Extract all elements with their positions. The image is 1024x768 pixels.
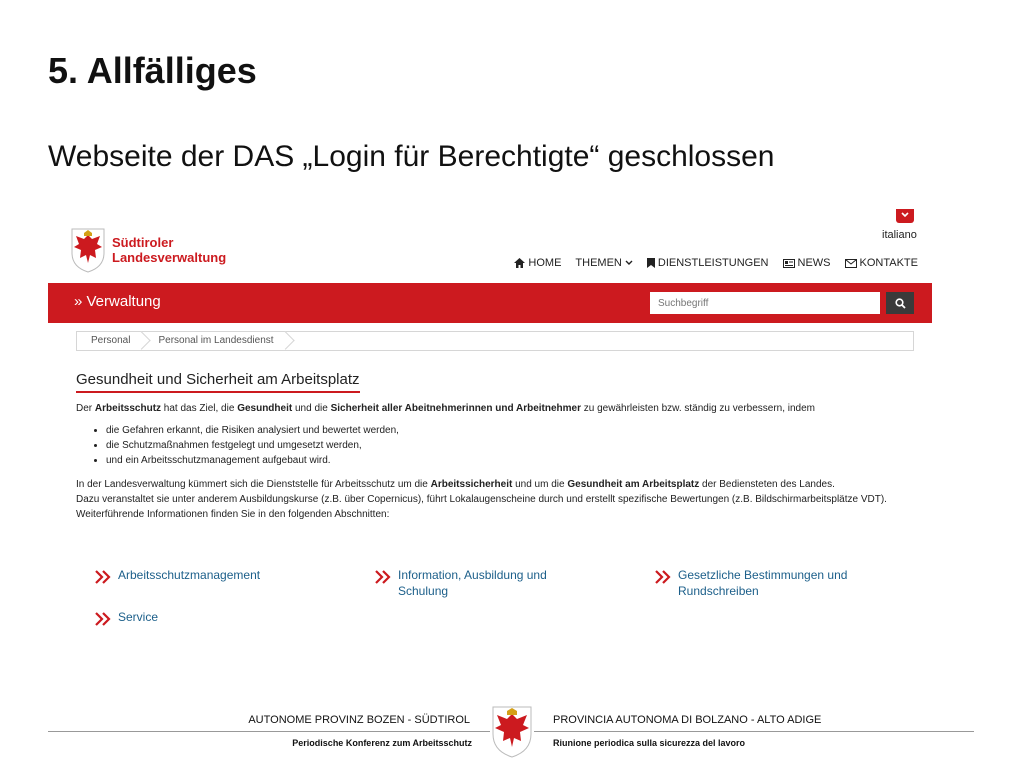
- intro-text-3: und die: [292, 403, 331, 414]
- section-title[interactable]: » Verwaltung: [74, 293, 161, 310]
- list-item: • die Gefahren erkannt, die Risiken analysiert und bewertet werden,: [106, 423, 399, 438]
- site-logo[interactable]: [70, 227, 226, 273]
- detail-bold-2: Gesundheit am Arbeitsplatz: [567, 479, 700, 490]
- home-icon: [514, 258, 525, 268]
- logo-line2: Landesverwaltung: [112, 250, 227, 265]
- website-screenshot: [48, 205, 932, 665]
- detail-text-4: Dazu veranstaltet sie unter anderem Ausbildungskurse (z.B. über Copernicus), führt Lokalaugenscheine durch und erstellt spezifische Bewertungen (z.B. Bildschirmarbeitsplätze VDT). Weiterführende Informationen finden Sie in den folgenden Abschnitten:: [76, 494, 887, 520]
- detail-text-2: und um die: [512, 479, 568, 490]
- nav-home[interactable]: [514, 257, 561, 269]
- intro-text-2: hat das Ziel, die: [161, 403, 238, 414]
- detail-paragraph: [76, 477, 906, 522]
- nav-themen-label: THEMEN: [575, 257, 622, 269]
- eagle-logo-icon: [70, 227, 106, 273]
- link-gesetzliche-bestimmungen[interactable]: [654, 567, 848, 599]
- link-service[interactable]: [94, 609, 288, 627]
- link-label: Arbeitsschutzmanagement: [118, 568, 261, 582]
- search-icon: [895, 298, 906, 309]
- search-input[interactable]: [650, 292, 880, 314]
- chevron-down-icon: [900, 211, 910, 219]
- link-information-ausbildung[interactable]: [374, 567, 568, 599]
- intro-bold-2: Gesundheit: [237, 403, 293, 414]
- slide-subtitle: Webseite der DAS „Login für Berechtigte“ geschlossen: [48, 140, 775, 173]
- nav-news-label: NEWS: [797, 257, 831, 269]
- chevron-down-icon: [625, 260, 633, 266]
- double-chevron-icon: [374, 569, 392, 585]
- double-chevron-icon: [654, 569, 672, 585]
- detail-text-3: der Bediensteten des Landes.: [699, 479, 835, 490]
- intro-paragraph: [76, 403, 906, 414]
- intro-text-4: zu gewährleisten bzw. ständig zu verbessern, indem: [581, 403, 816, 414]
- eagle-logo-icon: [490, 704, 534, 758]
- bookmark-icon: [647, 258, 655, 268]
- logo-line1: Südtiroler: [112, 235, 174, 250]
- nav-kontakte-label: KONTAKTE: [859, 257, 918, 269]
- list-item: • und ein Arbeitsschutzmanagement aufgebaut wird.: [106, 453, 399, 468]
- footer-left-bottom: Periodische Konferenz zum Arbeitsschutz: [292, 738, 472, 748]
- nav-themen[interactable]: [575, 257, 632, 269]
- nav-kontakte[interactable]: [845, 257, 918, 269]
- footer-right-top: PROVINCIA AUTONOMA DI BOLZANO - ALTO ADIGE: [553, 714, 822, 726]
- language-toggle[interactable]: [896, 209, 914, 223]
- mail-icon: [845, 259, 857, 268]
- breadcrumb-item-personal[interactable]: Personal: [77, 332, 144, 350]
- news-icon: [783, 259, 795, 268]
- footer-left-top: AUTONOME PROVINZ BOZEN - SÜDTIROL: [248, 714, 470, 726]
- detail-bold-1: Arbeitssicherheit: [430, 479, 513, 490]
- slide-title: 5. Allfälliges: [48, 50, 257, 91]
- nav-home-label: HOME: [528, 257, 562, 269]
- breadcrumb: [76, 331, 914, 351]
- double-chevron-icon: [94, 611, 112, 627]
- nav-news[interactable]: [783, 257, 831, 269]
- list-item: • die Schutzmaßnahmen festgelegt und umgesetzt werden,: [106, 438, 399, 453]
- detail-text-1: In der Landesverwaltung kümmert sich die Dienststelle für Arbeitsschutz um die: [76, 479, 431, 490]
- double-chevron-icon: [94, 569, 112, 585]
- search-button[interactable]: [886, 292, 914, 314]
- footer-right-bottom: Riunione periodica sulla sicurezza del lavoro: [553, 738, 746, 748]
- intro-bold-3: Sicherheit aller Abeitnehmerinnen und Arbeitnehmer: [330, 403, 581, 414]
- link-label: Service: [118, 610, 159, 624]
- nav-dienstleistungen-label: DIENSTLEISTUNGEN: [657, 257, 769, 269]
- bullet-list: [94, 423, 399, 468]
- main-nav: [500, 257, 918, 269]
- link-label: Information, Ausbildung und Schulung: [398, 568, 547, 598]
- section-bar: [48, 283, 932, 323]
- breadcrumb-item-personal-im-landesdienst[interactable]: Personal im Landesdienst: [144, 332, 287, 350]
- nav-dienstleistungen[interactable]: [647, 257, 769, 269]
- intro-bold-1: Arbeitsschutz: [94, 403, 162, 414]
- link-label: Gesetzliche Bestimmungen und Rundschreiben: [678, 568, 848, 598]
- content-title: Gesundheit und Sicherheit am Arbeitsplatz: [76, 371, 360, 393]
- language-link[interactable]: italiano: [882, 229, 917, 241]
- intro-text-1: Der: [76, 403, 95, 414]
- link-arbeitsschutzmanagement[interactable]: [94, 567, 288, 585]
